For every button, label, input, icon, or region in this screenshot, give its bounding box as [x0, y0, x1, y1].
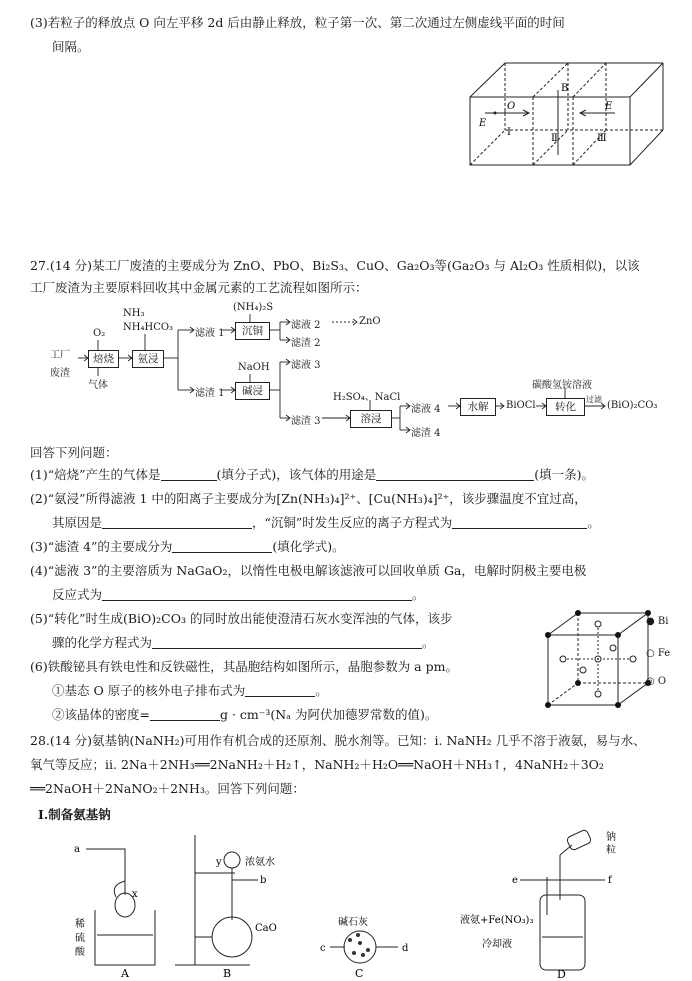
residue4-label: 滤渣 4 [411, 428, 441, 439]
apparatus-A: A [121, 967, 129, 980]
q3-line2: 间隔。 [52, 39, 90, 54]
sodium-2: 粒 [606, 845, 616, 856]
q27-line1: 27.(14 分)某工厂废渣的主要成分为 ZnO、PbO、Bi₂S₃、CuO、Ga₂O₃等(Ga₂O₃ 与 Al₂O₃ 性质相似)，以该 [30, 258, 640, 273]
q27-line2: 工厂废渣为主要原料回收其中金属元素的工艺流程如图所示： [30, 280, 368, 295]
gas-label: 气体 [88, 380, 108, 391]
residue2-label: 滤渣 2 [291, 338, 321, 349]
zno-label: ZnO [359, 316, 381, 327]
process-flowchart [0, 300, 692, 440]
q27-part3: (3)“滤渣 4”的主要成分为 (填化学式)。 [30, 539, 345, 554]
nh4hco3-label: NH₄HCO₃ [123, 322, 174, 333]
filtrate4-label: 滤液 4 [411, 404, 441, 415]
legend-fe: ○ Fe [646, 648, 671, 659]
label-x: x [132, 889, 138, 900]
alkali-leach-box: 碱浸 [235, 382, 270, 400]
soda-lime: 碱石灰 [338, 917, 368, 928]
acid-1: 稀 [75, 919, 85, 930]
ammonia-leach-box: 氨浸 [132, 350, 164, 368]
section-heading: Ⅰ.制备氨基钠 [38, 807, 111, 822]
label-E-right: E [605, 101, 613, 112]
label-e: e [512, 875, 518, 886]
label-a: a [74, 844, 80, 855]
residue3-label: 滤渣 3 [291, 416, 321, 427]
apparatus-C: C [355, 967, 364, 980]
q27-part6-line3: ②该晶体的密度= g · cm⁻³(Nₐ 为阿伏加德罗常数的值)。 [52, 707, 438, 722]
acid-3: 酸 [75, 947, 85, 958]
hydrolysis-box: 水解 [460, 398, 496, 416]
q27-part2-line2: 其原因是 ，“沉铜”时发生反应的离子方程式为 。 [52, 515, 600, 530]
label-d: d [402, 943, 409, 954]
label-region-2: Ⅱ [551, 133, 558, 144]
raw-label-2: 废渣 [50, 368, 70, 379]
roast-box: 焙烧 [88, 350, 119, 368]
label-f: f [608, 875, 612, 886]
carbonate-label: 碳酸氢铵溶液 [532, 380, 592, 391]
q27-part6-line2: ①基态 O 原子的核外电子排布式为 。 [52, 683, 328, 698]
q27-part6-line1: (6)铁酸铋具有铁电性和反铁磁性，其晶胞结构如图所示，晶胞参数为 a pm。 [30, 659, 458, 674]
raw-label-1: 工厂 [50, 350, 70, 361]
naoh-label: NaOH [238, 362, 270, 373]
answer-blank[interactable] [150, 707, 220, 721]
filter-label: 过滤 [586, 395, 602, 404]
o2-label: O₂ [93, 328, 106, 339]
biocl-label: BiOCl [506, 400, 536, 411]
reagents-label: H₂SO₄、NaCl [333, 392, 401, 403]
sodium-1: 钠 [606, 832, 616, 843]
filtrate1-label: 滤液 1 [195, 328, 225, 339]
q28-line2: 氧气等反应；ii. 2Na＋2NH₃══2NaNH₂＋H₂↑，NaNH₂＋H₂O══NaOH＋NH₃↑，4NaNH₂＋3O₂ [30, 757, 604, 772]
q27-part4-line1: (4)“滤液 3”的主要溶质为 NaGaO₂，以惰性电极电解该滤液可以回收单质 Ga，电解时阴极主要电极 [30, 563, 587, 578]
q27-part2-line1: (2)“氨浸”所得滤液 1 中的阳离子主要成分为[Zn(NH₃)₄]²⁺、[Cu(NH₃)₄]²⁺，该步骤温度不宜过高， [30, 491, 587, 506]
q27-part1: (1)“焙烧”产生的气体是 (填分子式)，该气体的用途是 (填一条)。 [30, 467, 595, 482]
convert-box: 转化 [546, 398, 585, 416]
answer-blank[interactable] [245, 683, 315, 697]
apparatus-D: D [557, 968, 566, 981]
coolant: 冷却液 [482, 939, 512, 950]
q28-line3: ══2NaOH＋2NaNO₂＋2NH₃。回答下列问题： [30, 781, 305, 796]
q27-part5-line1: (5)“转化”时生成(BiO)₂CO₃ 的同时放出能使澄清石灰水变浑浊的气体，该步 [30, 611, 453, 626]
answer-blank[interactable] [102, 587, 412, 601]
answer-blank[interactable] [161, 467, 217, 481]
product-label: (BiO)₂CO₃ [607, 400, 658, 411]
answer-blank[interactable] [172, 539, 272, 553]
cao-label: CaO [255, 923, 277, 934]
q27-part4-line2: 反应式为 。 [52, 587, 425, 602]
apparatus-B: B [223, 967, 232, 980]
filtrate3-label: 滤液 3 [291, 360, 321, 371]
label-region-1: Ⅰ [507, 127, 511, 138]
dissolve-box: 溶浸 [350, 410, 392, 428]
residue1-label: 滤渣 1 [195, 388, 225, 399]
answer-blank[interactable] [152, 635, 422, 649]
label-y: y [216, 857, 222, 868]
nh4-2s-label: (NH₄)₂S [233, 302, 274, 313]
label-E-left: E [479, 118, 487, 129]
q28-line1: 28.(14 分)氨基钠(NaNH₂)可用作有机合成的还原剂、脱水剂等。已知：i. NaNH₂ 几乎不溶于液氨，易与水、 [30, 733, 646, 748]
legend-o: ◎ O [646, 676, 667, 687]
nh3-label: NH₃ [123, 308, 145, 319]
answer-blank[interactable] [376, 467, 534, 481]
answer-blank[interactable] [102, 515, 252, 529]
apparatus-figure [0, 825, 692, 981]
copper-precip-box: 沉铜 [235, 322, 270, 340]
liquid-ammonia: 液氨+Fe(NO₃)₃ [460, 915, 534, 926]
filtrate2-label: 滤液 2 [291, 320, 321, 331]
label-O: O [507, 101, 516, 112]
q3-line1: (3)若粒子的释放点 O 向左平移 2d 后由静止释放，粒子第一次、第二次通过左侧虚线平面的时间 [30, 15, 565, 30]
acid-2: 硫 [75, 933, 85, 944]
conc-ammonia: 浓氨水 [245, 857, 275, 868]
legend-bi: ● Bi [646, 616, 669, 627]
label-b: b [260, 875, 267, 886]
q27-part5-line2: 骤的化学方程式为 。 [52, 635, 435, 650]
field-region-diagram [465, 55, 670, 170]
answer-intro: 回答下列问题： [30, 445, 118, 460]
answer-blank[interactable] [452, 515, 587, 529]
label-B: B [561, 83, 569, 94]
label-region-3: Ⅲ [597, 133, 607, 144]
label-c: c [320, 943, 326, 954]
